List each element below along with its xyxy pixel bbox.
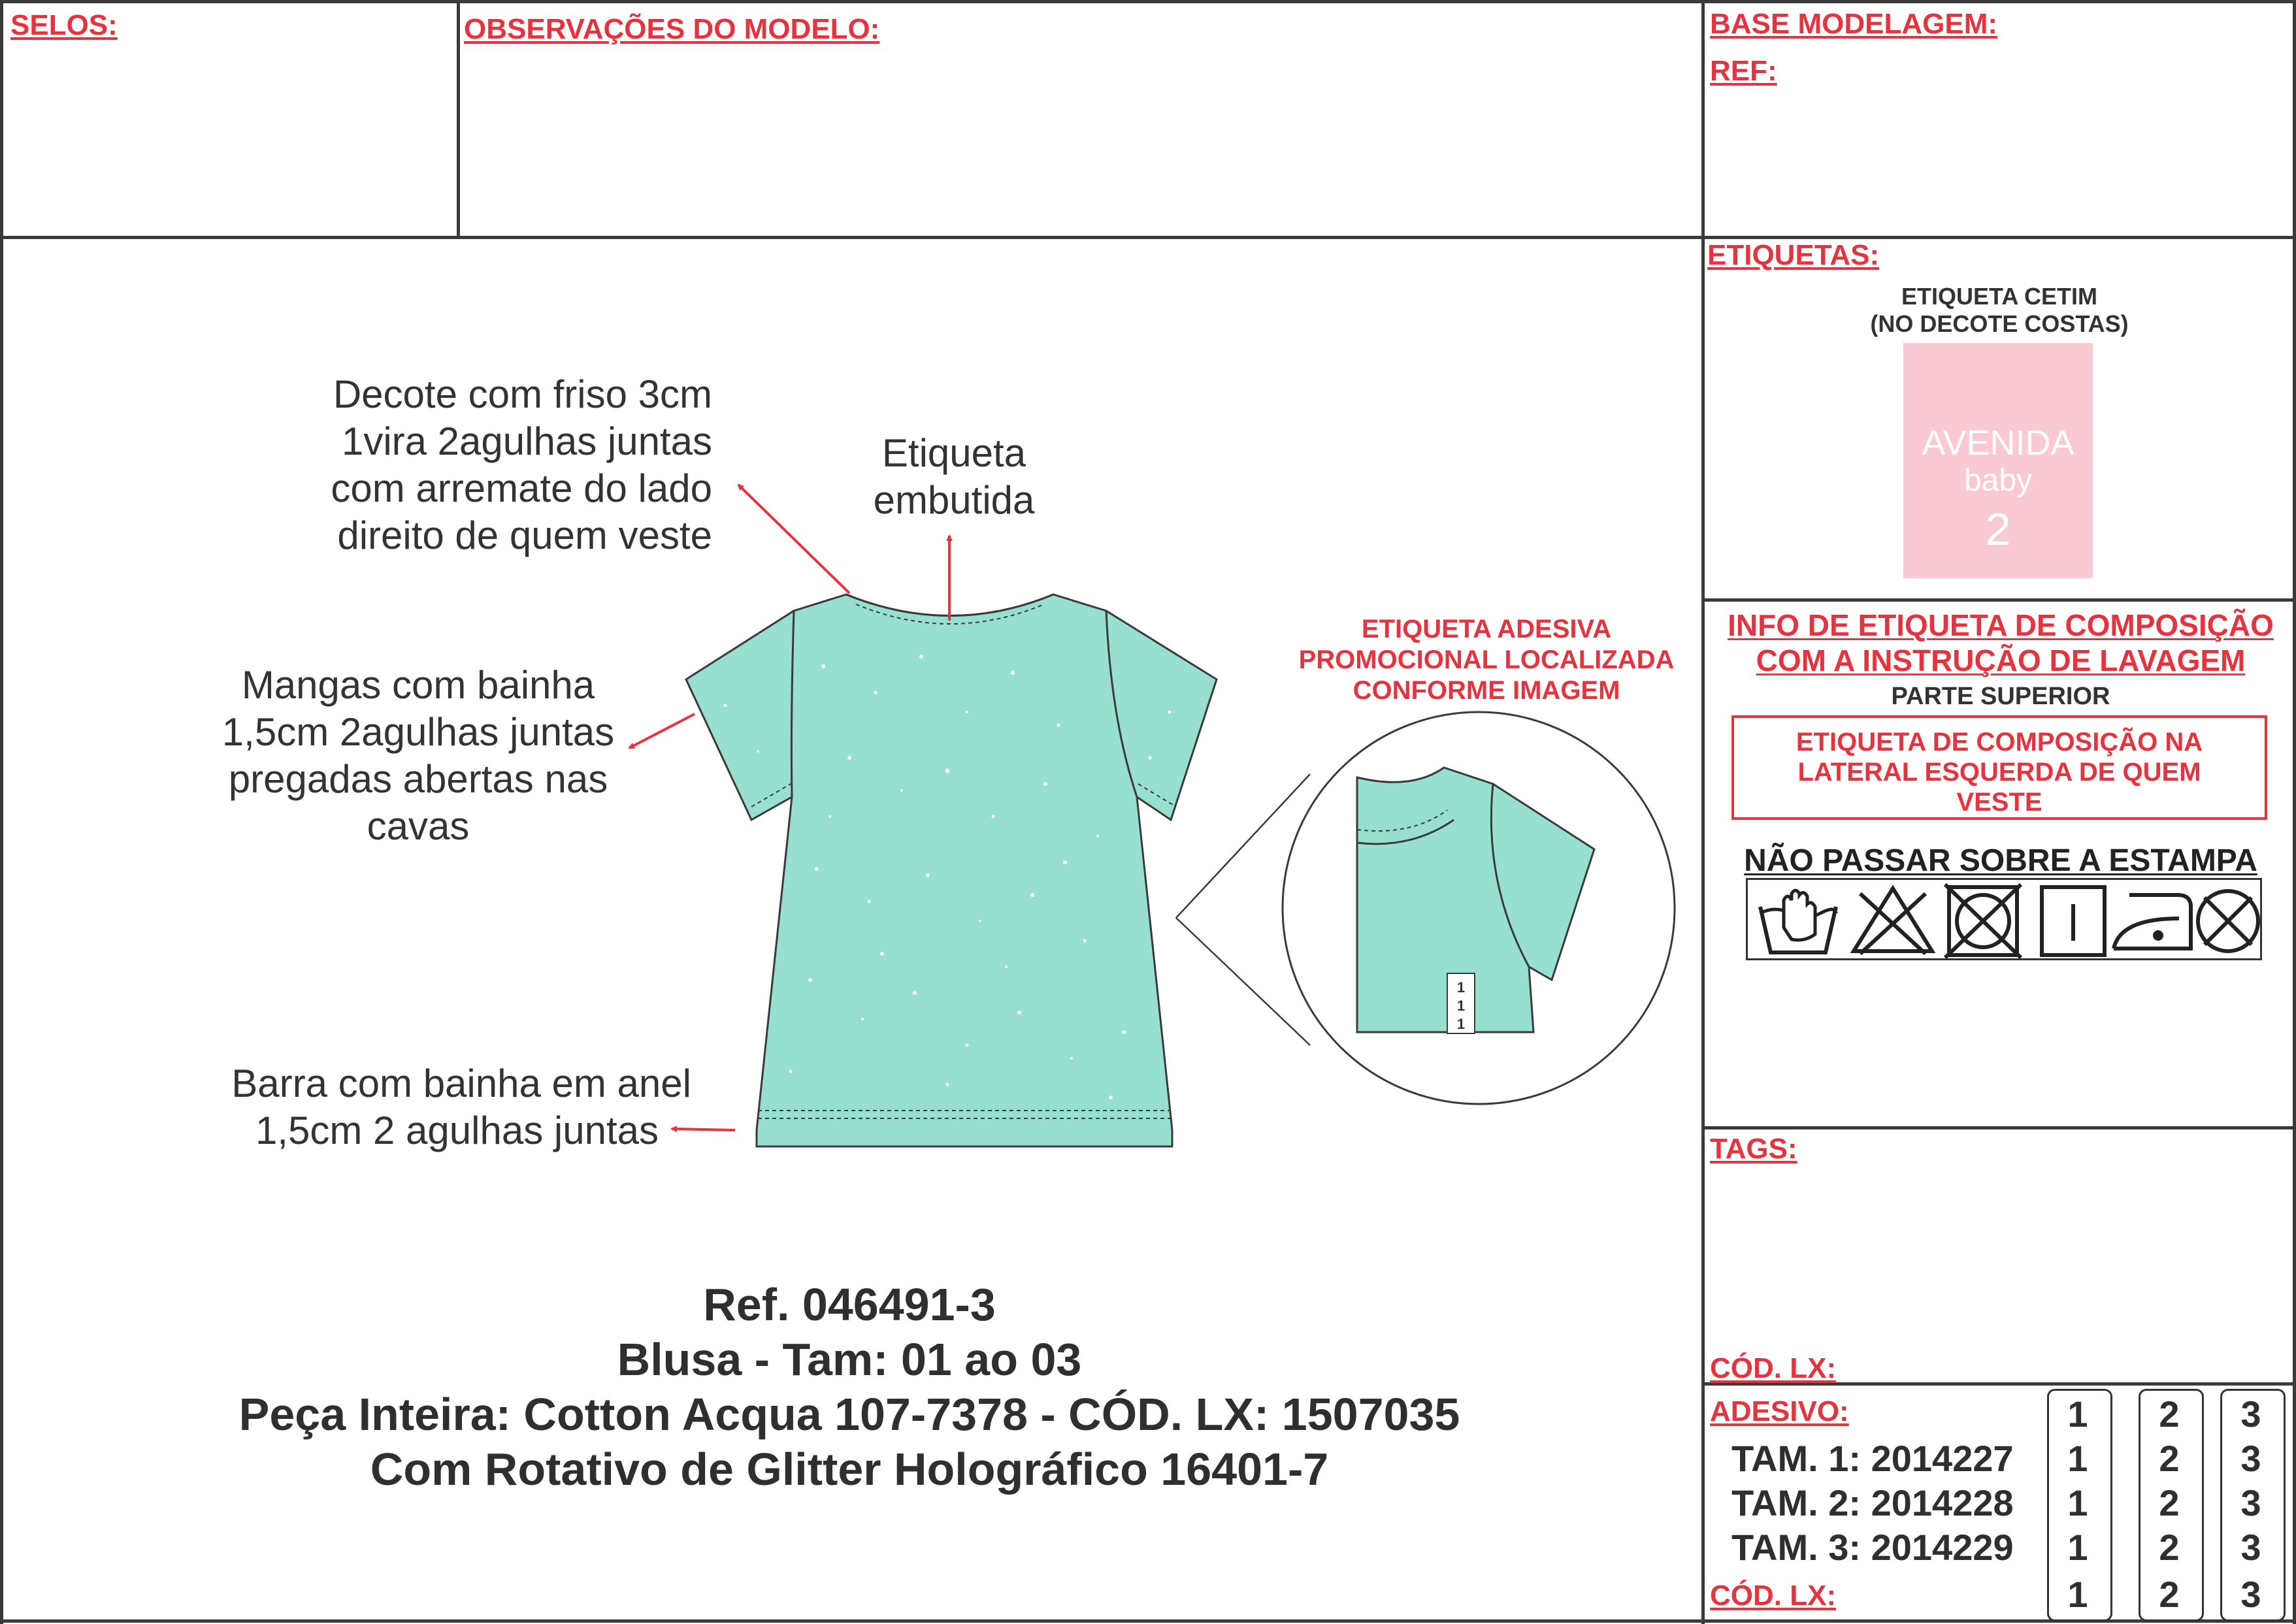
composicao-title-line: COM A INSTRUÇÃO DE LAVAGEM bbox=[1756, 643, 2246, 677]
right-column-divider bbox=[1701, 0, 1705, 1624]
zoom-size-sticker-text bbox=[1447, 979, 1475, 1033]
barra-note-line: Barra com bainha em anel bbox=[231, 1062, 691, 1105]
composicao-box-line: LATERAL ESQUERDA DE QUEM bbox=[1797, 758, 2201, 787]
decote-note-line: 1vira 2agulhas juntas bbox=[341, 419, 712, 463]
composicao-box-line: VESTE bbox=[1956, 788, 2042, 817]
adesiva-caption-line: ETIQUETA ADESIVA bbox=[1361, 615, 1612, 643]
size-cell: 1 bbox=[2067, 1482, 2088, 1523]
size-cell: 2 bbox=[2159, 1393, 2180, 1435]
mangas-arrow bbox=[629, 714, 695, 748]
decote-note-line: com arremate do lado bbox=[331, 466, 712, 510]
composicao-title-line: INFO DE ETIQUETA DE COMPOSIÇÃO bbox=[1728, 608, 2274, 642]
size-cell: 3 bbox=[2240, 1527, 2261, 1568]
size-cell: 3 bbox=[2240, 1574, 2261, 1615]
zoom-pointer bbox=[1176, 774, 1310, 1045]
product-reference bbox=[0, 1277, 1699, 1497]
size-cell: 1 bbox=[2067, 1574, 2088, 1615]
size-cell: 2 bbox=[2159, 1527, 2180, 1568]
tshirt-body bbox=[686, 594, 1217, 1146]
cetim-caption-line: (NO DECOTE COSTAS) bbox=[1870, 310, 2129, 337]
size-cell: 1 bbox=[2067, 1527, 2088, 1568]
cetim-caption bbox=[1816, 283, 2182, 338]
mangas-note-line: Mangas com bainha bbox=[241, 663, 595, 707]
zoom-garment bbox=[1357, 768, 1594, 1032]
brand-number: 2 bbox=[1985, 504, 2011, 555]
tags-heading: TAGS: bbox=[1710, 1133, 1797, 1165]
no-bleach-icon bbox=[1847, 881, 1939, 959]
adesivo-tam-1: TAM. 1: 2014227 bbox=[1731, 1438, 2014, 1479]
size-cell: 3 bbox=[2240, 1438, 2261, 1479]
size-cell: 3 bbox=[2240, 1482, 2261, 1523]
composicao-bottom-divider bbox=[1703, 1126, 2296, 1129]
composicao-box-line: ETIQUETA DE COMPOSIÇÃO NA bbox=[1796, 728, 2203, 756]
decote-note-line: Decote com friso 3cm bbox=[333, 372, 712, 416]
product-detail: Com Rotativo de Glitter Holográfico 16401-7 bbox=[370, 1444, 1329, 1495]
selos-heading: SELOS: bbox=[10, 9, 118, 41]
adesiva-caption-line: CONFORME IMAGEM bbox=[1353, 676, 1620, 705]
etiqueta-note-line: Etiqueta bbox=[881, 431, 1026, 475]
mangas-note-line: 1,5cm 2agulhas juntas bbox=[221, 710, 615, 754]
mini-size-value: 1 bbox=[1456, 979, 1466, 996]
no-tumble-dry-icon bbox=[1937, 881, 2029, 959]
adesivo-heading: ADESIVO: bbox=[1710, 1395, 1849, 1427]
decote-arrow bbox=[738, 485, 849, 593]
mini-size-value: 1 bbox=[1456, 1016, 1466, 1032]
size-cell: 3 bbox=[2240, 1393, 2261, 1435]
ref-heading: REF: bbox=[1710, 55, 1777, 87]
base-modelagem-heading: BASE MODELAGEM: bbox=[1710, 8, 1997, 40]
composicao-box-text bbox=[1731, 727, 2267, 817]
brand-label bbox=[1903, 343, 2093, 578]
size-cell: 1 bbox=[2067, 1438, 2088, 1479]
adesiva-caption-line: PROMOCIONAL LOCALIZADA bbox=[1298, 645, 1675, 674]
observacoes-heading: OBSERVAÇÕES DO MODELO: bbox=[464, 13, 880, 45]
no-dry-clean-icon bbox=[2182, 881, 2274, 959]
barra-note-line: 1,5cm 2 agulhas juntas bbox=[255, 1109, 659, 1152]
size-cell: 2 bbox=[2159, 1574, 2180, 1615]
decote-note-line: direito de quem veste bbox=[337, 513, 712, 557]
brand-name: AVENIDA bbox=[1922, 423, 2075, 463]
product-ref: Ref. 046491-3 bbox=[703, 1279, 996, 1330]
parte-superior: PARTE SUPERIOR bbox=[1891, 683, 2110, 710]
adesivo-tam-2: TAM. 2: 2014228 bbox=[1731, 1482, 2014, 1523]
mangas-note-line: cavas bbox=[367, 804, 470, 848]
etiqueta-note-line: embutida bbox=[873, 478, 1035, 522]
hand-wash-icon bbox=[1752, 881, 1844, 959]
brand-subname: baby bbox=[1963, 463, 2033, 498]
product-material: Peça Inteira: Cotton Acqua 107-7378 - CÓD. LX: 1507035 bbox=[238, 1389, 1460, 1440]
size-cell: 2 bbox=[2159, 1482, 2180, 1523]
etiquetas-heading: ETIQUETAS: bbox=[1707, 239, 1880, 271]
etiquetas-bottom-divider bbox=[1703, 598, 2296, 602]
mini-size-value: 1 bbox=[1456, 998, 1466, 1014]
line-dry-icon bbox=[2027, 881, 2119, 959]
frame-right bbox=[2293, 0, 2296, 1624]
product-description: Blusa - Tam: 01 ao 03 bbox=[617, 1334, 1082, 1385]
barra-arrow bbox=[672, 1129, 735, 1130]
size-cell: 2 bbox=[2159, 1438, 2180, 1479]
tags-cod-lx: CÓD. LX: bbox=[1710, 1352, 1837, 1384]
size-cell: 1 bbox=[2067, 1393, 2088, 1435]
frame-bottom bbox=[0, 1619, 2296, 1623]
composicao-title bbox=[1710, 608, 2291, 678]
nao-passar-heading: NÃO PASSAR SOBRE A ESTAMPA bbox=[1744, 843, 2257, 878]
adesivo-tam-3: TAM. 3: 2014229 bbox=[1731, 1527, 2014, 1568]
mangas-note-line: pregadas abertas nas bbox=[228, 757, 608, 801]
adesivo-cod-lx: CÓD. LX: bbox=[1710, 1580, 1837, 1612]
cetim-caption-line: ETIQUETA CETIM bbox=[1901, 283, 2097, 310]
